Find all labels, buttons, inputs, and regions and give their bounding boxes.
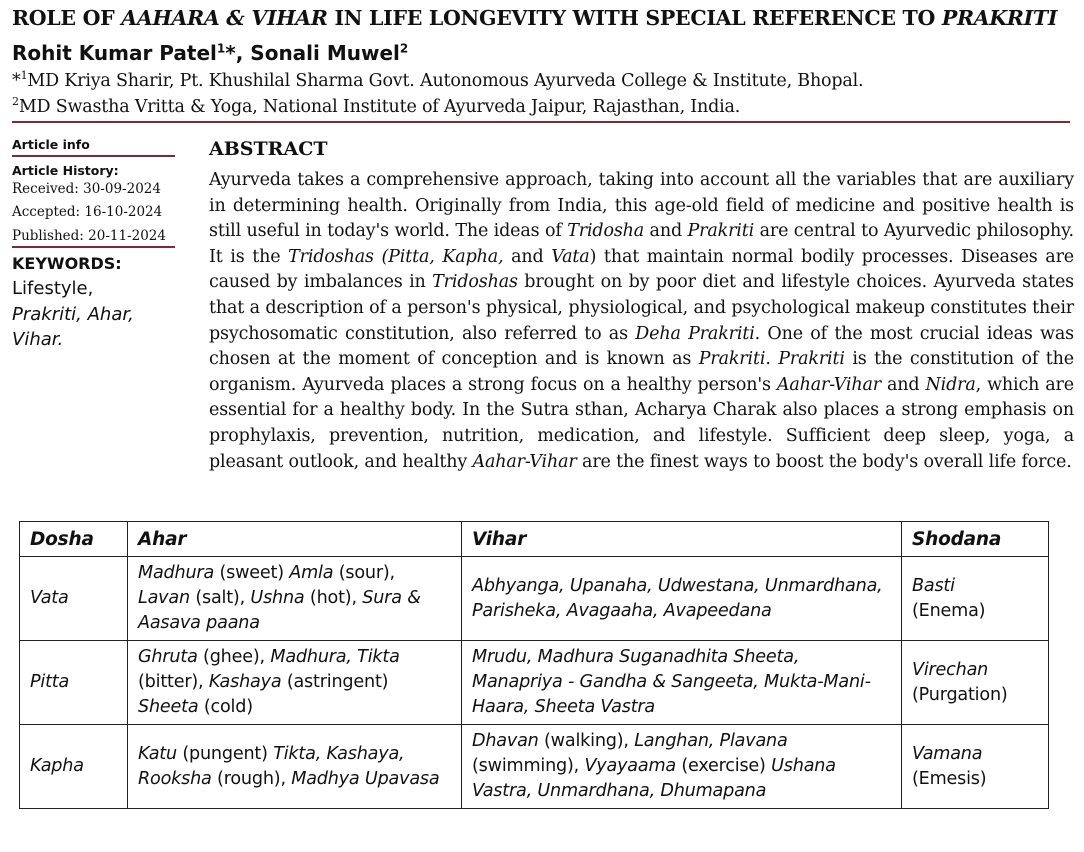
table-header-row — [20, 522, 1049, 557]
keywords-heading: KEYWORDS: — [12, 254, 122, 273]
shodana-cell: Vamana (Emesis) — [902, 725, 1049, 809]
header-ahar: Ahar — [128, 522, 462, 557]
vihar-cell: Abhyanga, Upanaha, Udwestana, Unmardhana, Parisheka, Avagaaha, Avapeedana — [462, 557, 902, 641]
table-row — [20, 557, 1049, 641]
published-date: Published: 20-11-2024 — [12, 228, 166, 244]
article-history-label: Article History: — [12, 163, 119, 178]
abstract-section — [209, 138, 1074, 475]
vihar-cell: Dhavan (walking), Langhan, Plavana (swimming), Vyayaama (exercise) Ushana Vastra, Unmardhana, Dhumapana — [462, 725, 902, 809]
ahar-cell: Ghruta (ghee), Madhura, Tikta (bitter), Kashaya (astringent) Sheeta (cold) — [128, 641, 462, 725]
header-shodana: Shodana — [902, 522, 1049, 557]
abstract-body: Ayurveda takes a comprehensive approach, taking into account all the variables that are auxiliary in determining health. Originally from India, this age-old field of medicine and positive health is still useful in today's world. The ideas of Tridosha and Prakriti are central to Ayurvedic philosophy. It is the Tridoshas (Pitta, Kapha, and Vata) that maintain normal bodily processes. Diseases are caused by imbalances in Tridoshas brought on by poor diet and lifestyle choices. Ayurveda states that a description of a person's physical, physiological, and psychological makeup constitutes their psychosomatic constitution, also referred to as Deha Prakriti. One of the most crucial ideas was chosen at the moment of conception and is known as Prakriti. Prakriti is the constitution of the organism. Ayurveda places a strong focus on a healthy person's Aahar-Vihar and Nidra, which are essential for a healthy body. In the Sutra sthan, Acharya Charak also places a strong emphasis on prophylaxis, prevention, nutrition, medication, and lifestyle. Sufficient deep sleep, yoga, a pleasant outlook, and healthy Aahar-Vihar are the finest ways to boost the body's overall life force. — [209, 170, 1074, 472]
dosha-table — [19, 521, 1049, 809]
article-info-label: Article info — [12, 137, 90, 152]
vihar-cell: Mrudu, Madhura Suganadhita Sheeta, Manapriya - Gandha & Sangeeta, Mukta-Mani-Haara, Sheeta Vastra — [462, 641, 902, 725]
dosha-cell: Kapha — [20, 725, 128, 809]
header-divider — [12, 121, 1070, 123]
abstract-heading: ABSTRACT — [209, 138, 328, 160]
table-row — [20, 725, 1049, 809]
affiliation-2: $^2$MD Swastha Vritta & Yoga, National Institute of Ayurveda Jaipur, Rajasthan, India. — [12, 95, 741, 117]
article-info-sidebar — [12, 137, 175, 353]
ahar-cell: Katu (pungent) Tikta, Kashaya, Rooksha (rough), Madhya Upavasa — [128, 725, 462, 809]
keywords-list: Lifestyle, Prakriti, Ahar, Vihar. — [12, 278, 134, 350]
header-vihar: Vihar — [462, 522, 902, 557]
table-row — [20, 641, 1049, 725]
article-info-divider — [12, 155, 175, 157]
author-list: Rohit Kumar Patel$^1$*, Sonali Muwel$^2$ — [12, 41, 409, 65]
header-dosha: Dosha — [20, 522, 128, 557]
affiliation-1: *$^1$MD Kriya Sharir, Pt. Khushilal Sharma Govt. Autonomous Ayurveda College & Institute, Bhopal. — [12, 69, 864, 91]
shodana-cell: Virechan (Purgation) — [902, 641, 1049, 725]
history-divider — [12, 246, 175, 248]
shodana-cell: Basti (Enema) — [902, 557, 1049, 641]
received-date: Received: 30-09-2024 — [12, 181, 161, 197]
dosha-cell: Pitta — [20, 641, 128, 725]
ahar-cell: Madhura (sweet) Amla (sour), Lavan (salt), Ushna (hot), Sura & Aasava paana — [128, 557, 462, 641]
accepted-date: Accepted: 16-10-2024 — [12, 204, 163, 220]
dosha-cell: Vata — [20, 557, 128, 641]
paper-title: ROLE OF AAHARA & VIHAR IN LIFE LONGEVITY WITH SPECIAL REFERENCE TO PRAKRITI — [12, 6, 1058, 30]
